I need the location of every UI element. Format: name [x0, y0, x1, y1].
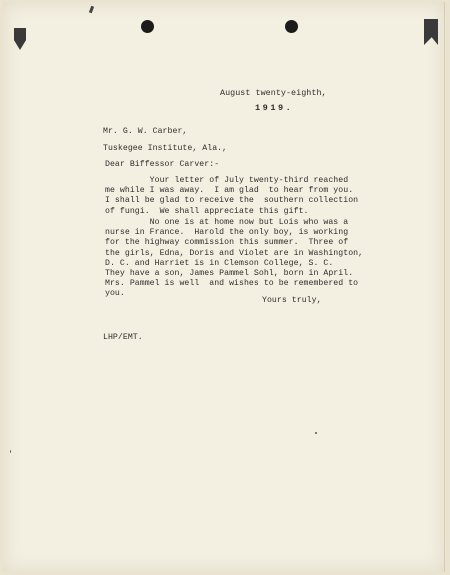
recipient-location: Tuskegee Institute, Ala., [103, 144, 228, 154]
body-line: of fungi. We shall appreciate this gift. [105, 206, 309, 216]
paragraph-1 [105, 176, 358, 217]
body-line: the girls, Edna, Doris and Violet are in Washington, [105, 248, 364, 258]
reference-initials: LHP/EMT. [103, 333, 143, 342]
salutation: Dear Biffessor Carver:- [105, 160, 220, 169]
recipient-address [103, 127, 227, 154]
body-line: you. [105, 289, 125, 299]
letter-date: August twenty-eighth, [220, 88, 327, 98]
body-line: D. C. and Harriet is in Clemson College, S. C. [105, 258, 334, 268]
body-line: Your letter of July twenty-third reached [105, 176, 349, 185]
body-line: No one is at home now but Lois who was a [105, 218, 349, 227]
body-line: me while I was away. I am glad to hear from you. [105, 186, 354, 196]
punch-hole-left [141, 20, 154, 33]
paper-speck [10, 450, 11, 453]
paragraph-2 [105, 218, 363, 300]
letter-year: 1919. [255, 103, 294, 113]
body-line: for the highway commission this summer. Three of [105, 238, 349, 248]
punch-hole-right [285, 20, 298, 33]
closing: Yours truly, [262, 296, 322, 305]
body-line: nurse in France. Harold the only boy, is working [105, 228, 349, 238]
body-line: They have a son, James Pammel Sohl, born in April. [105, 269, 354, 279]
body-line: Mrs. Pammel is well and wishes to be remembered to [105, 279, 359, 289]
body-line: I shall be glad to receive the southern collection [105, 196, 359, 206]
recipient-name: Mr. G. W. Carber, [103, 127, 188, 136]
paper-speck [315, 432, 317, 434]
